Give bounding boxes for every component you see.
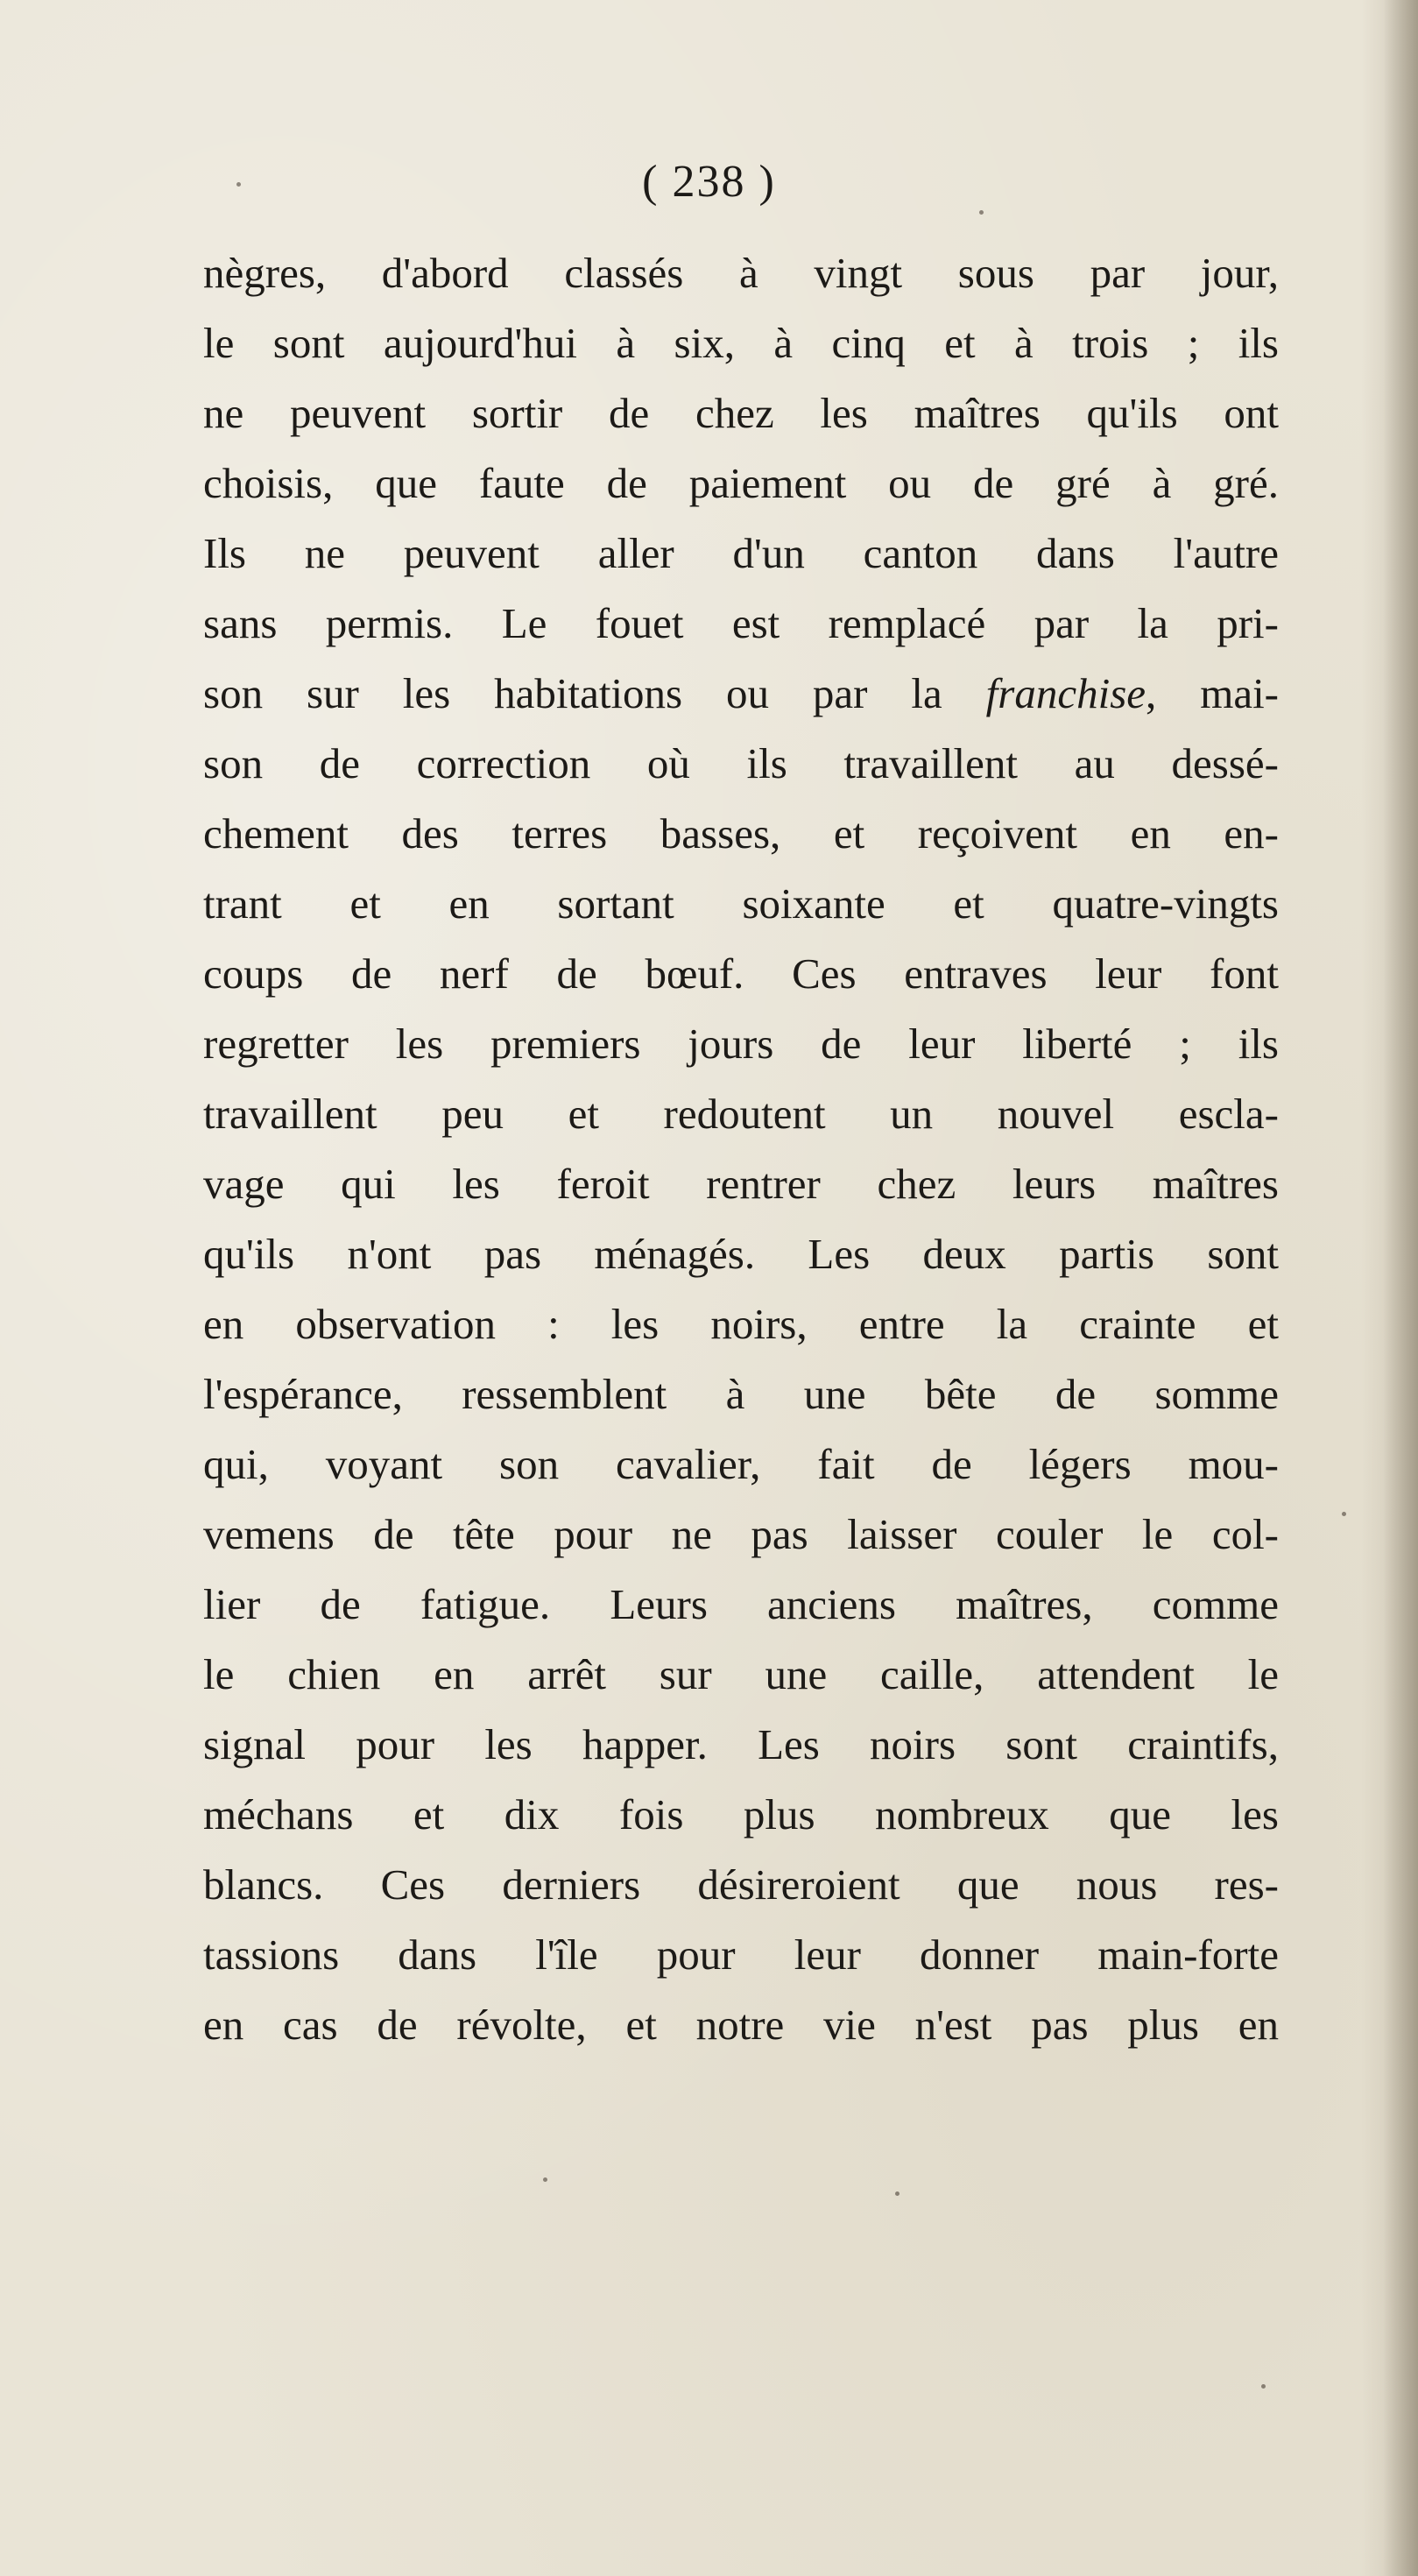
text-segment: , mai- [1146,669,1279,717]
text-line [203,1500,1279,1570]
text-line [203,1289,1279,1359]
text-segment: tassions dans l'île pour leur donner main-forte [203,1930,1279,1979]
text-line [203,1429,1279,1500]
text-segment: le chien en arrêt sur une caille, attendent le [203,1650,1279,1698]
text-segment: Ils ne peuvent aller d'un canton dans l'autre [203,529,1279,577]
text-line [203,1009,1279,1079]
text-line [203,238,1279,308]
text-segment: blancs. Ces derniers désireroient que nous res- [203,1860,1279,1909]
text-segment: qui, voyant son cavalier, fait de légers mou- [203,1440,1279,1488]
text-segment: chement des terres basses, et reçoivent en en- [203,809,1279,857]
text-segment: son sur les habitations ou par la [203,669,986,717]
italic-word: franchise [985,669,1146,717]
text-segment: choisis, que faute de paiement ou de gré à gré. [203,459,1279,507]
page-edge-shadow [1383,0,1418,2576]
text-segment: vemens de tête pour ne pas laisser couler le col- [203,1510,1279,1558]
page-number: ( 238 ) [642,157,776,207]
text-segment: en observation : les noirs, entre la crainte et [203,1300,1279,1348]
text-segment: son de correction où ils travaillent au dessé- [203,739,1279,787]
text-segment: sans permis. Le fouet est remplacé par la pri- [203,599,1279,647]
body-text [203,238,1279,2060]
text-segment: en cas de révolte, et notre vie n'est pas plus en [203,2001,1279,2049]
text-line [203,659,1279,729]
paper-speck [543,2177,547,2182]
text-line [203,1990,1279,2060]
text-line [203,1570,1279,1640]
text-line [203,378,1279,448]
text-segment: coups de nerf de bœuf. Ces entraves leur font [203,949,1279,998]
text-segment: regretter les premiers jours de leur liberté ; ils [203,1020,1279,1068]
paper-speck [895,2191,899,2196]
text-segment: qu'ils n'ont pas ménagés. Les deux partis sont [203,1230,1279,1278]
text-line [203,869,1279,939]
paper-speck [236,182,241,187]
text-segment: trant et en sortant soixante et quatre-vingts [203,879,1279,928]
text-line [203,729,1279,799]
paper-speck [1342,1512,1346,1516]
text-line [203,799,1279,869]
text-line [203,1710,1279,1780]
text-line [203,1920,1279,1990]
text-segment: l'espérance, ressemblent à une bête de somme [203,1370,1279,1418]
text-line [203,939,1279,1009]
paper-speck [1261,2384,1266,2389]
text-line [203,519,1279,589]
text-line [203,1079,1279,1149]
text-segment: le sont aujourd'hui à six, à cinq et à trois ; ils [203,319,1279,367]
text-segment: ne peuvent sortir de chez les maîtres qu'ils ont [203,389,1279,437]
text-line [203,1149,1279,1219]
paper-speck [979,210,984,215]
text-line [203,1850,1279,1920]
text-line [203,1640,1279,1710]
text-line [203,1359,1279,1429]
text-line [203,448,1279,519]
text-segment: lier de fatigue. Leurs anciens maîtres, comme [203,1580,1279,1628]
text-line [203,1780,1279,1850]
text-segment: méchans et dix fois plus nombreux que les [203,1790,1279,1838]
text-segment: vage qui les feroit rentrer chez leurs maîtres [203,1160,1279,1208]
text-segment: travaillent peu et redoutent un nouvel escla- [203,1090,1279,1138]
text-segment: signal pour les happer. Les noirs sont craintifs, [203,1720,1279,1768]
text-line [203,589,1279,659]
text-line [203,1219,1279,1289]
text-line [203,308,1279,378]
text-segment: nègres, d'abord classés à vingt sous par jour, [203,249,1279,297]
